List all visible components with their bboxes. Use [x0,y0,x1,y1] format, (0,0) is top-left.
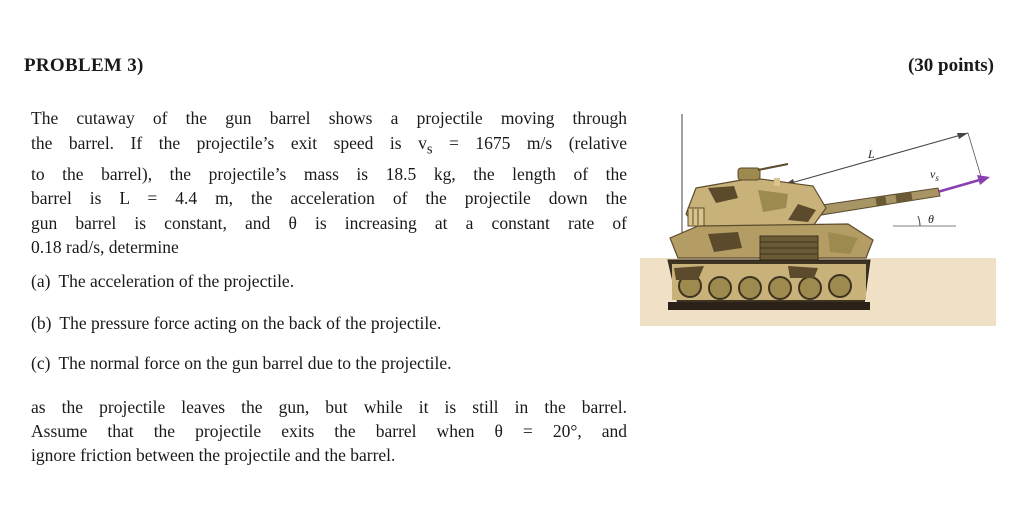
road-wheel [709,277,731,299]
statement-line: barrel is L = 4.4 m, the acceleration of the projectile down the [31,188,627,208]
tank-figure [638,108,998,330]
statement-line: to the barrel), the projectile’s mass is 18.5 kg, the length of the [31,163,627,184]
velocity-arrowhead [977,175,990,185]
part-b: (b) The pressure force acting on the back of the projectile. [31,313,442,333]
closing-line: ignore friction between the projectile and the barrel. [31,445,396,465]
commander-cupola [738,168,760,180]
track-tread [668,302,870,310]
road-wheel [769,277,791,299]
points-label: (30 points) [907,55,994,76]
part-a: (a) The acceleration of the projectile. [31,271,295,291]
statement-line: 0.18 rad/s, determine [31,237,179,257]
problem-statement [31,106,627,260]
label-theta: θ [928,212,934,226]
label-L: L [868,147,875,161]
closing-statement [31,395,627,467]
problem-title: PROBLEM 3) [24,55,144,76]
statement-line: The cutaway of the gun barrel shows a projectile moving through [31,108,627,128]
label-vs: $v_s$ [930,167,939,183]
statement-line: gun barrel is constant, and θ is increasing at a constant rate of [31,212,627,233]
road-wheel [829,275,851,297]
part-c: (c) The normal force on the gun barrel due to the projectile. [31,353,452,373]
closing-line: Assume that the projectile exits the barrel when θ = 20°, and [31,421,627,441]
turret-light [774,178,780,186]
statement-line: the barrel. If the projectile’s exit speed is $v_s = 1675$ m/s (relative [31,132,627,157]
turret-stowage [688,208,704,226]
machine-gun [758,164,788,170]
road-wheel [739,277,761,299]
barrel-band [875,196,886,205]
length-arrowhead-right [957,133,968,139]
road-wheel [799,277,821,299]
length-dimension-line [784,133,968,185]
closing-line: as the projectile leaves the gun, but while it is still in the barrel. [31,397,627,417]
camo-patch [788,266,818,278]
length-extension-right [968,133,982,180]
theta-arc [918,216,920,226]
velocity-arrow [934,179,983,193]
